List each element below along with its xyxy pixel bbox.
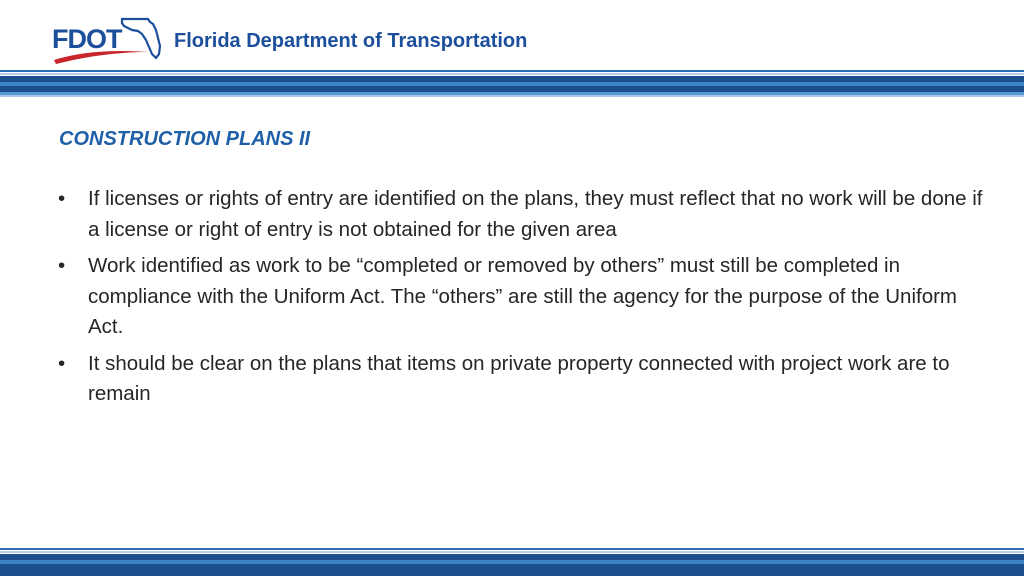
bullet-icon: • [58, 351, 66, 375]
bullet-text: It should be clear on the plans that items on private property connected with project work are to remain [88, 351, 950, 405]
bullet-icon: • [58, 187, 66, 210]
bullet-text: Work identified as work to be “completed or removed by others” must still be completed in compliance with the Uniform Act. The “others” are still the agency for the purpose of the Uniform Act. [88, 254, 957, 338]
bullet-item [58, 251, 988, 343]
fdot-logo [52, 14, 164, 66]
bullet-item [58, 184, 988, 245]
bullet-item [58, 349, 988, 410]
footer-band [0, 548, 1024, 576]
svg-text:FDOT: FDOT [52, 24, 122, 54]
header-divider-band [0, 70, 1024, 99]
bullet-list [58, 184, 988, 416]
bullet-text: If licenses or rights of entry are identified on the plans, they must reflect that no work will be done if a license or right of entry is not obtained for the given area [88, 187, 983, 241]
agency-name: Florida Department of Transportation [174, 30, 528, 52]
bullet-icon: • [58, 254, 66, 277]
slide-header [0, 0, 1024, 70]
slide-title: CONSTRUCTION PLANS II [59, 128, 311, 150]
